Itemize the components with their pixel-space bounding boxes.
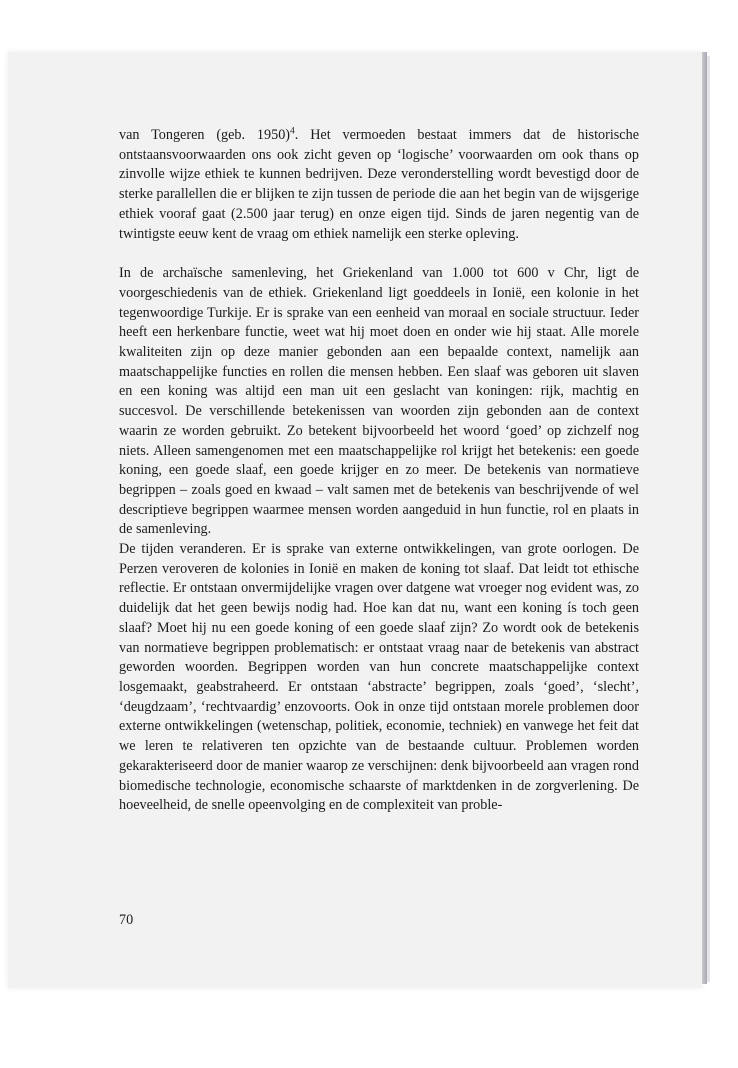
paragraph-intro-rest: . Het vermoeden bestaat immers dat de historische ontstaansvoorwaarden ons ook zicht geven op ‘logische’ voorwaarden om ook thans op zinvolle wijze ethiek te kunnen bedrijven. Deze veronderstelling wordt bevestigd door de sterke parallellen die er blijken te zijn tussen de periode die aan het begin van de wijsgerige ethiek vooraf gaat (2.500 jaar terug) en onze eigen tijd. Sinds de jaren negentig van de twintigste eeuw kent de vraag om ethiek namelijk een sterke opleving.: [119, 127, 640, 242]
footnote-reference[interactable]: 4: [290, 126, 295, 137]
page-number: 70: [119, 912, 134, 928]
paragraph-intro: [119, 126, 639, 244]
body-text: [119, 126, 639, 816]
paragraph-archaic-society: In de archaïsche samenleving, het Griekenland van 1.000 tot 600 v Chr, ligt de voorgeschiedenis van de ethiek. Griekenland ligt goeddeels in Ionië, een kolonie in het tegenwoordige Turkije. Er is sprake van een eenheid van moraal en sociale structuur. Ieder heeft een herkenbare functie, weet wat hij moet doen en onder wie hij staat. Alle morele kwaliteiten zijn op deze manier gebonden aan een bepaalde context, namelijk aan maatschappelijke functies en rollen die mensen hebben. Een slaaf was geboren uit slaven en een koning was altijd een man uit een geslacht van koningen: rijk, machtig en succesvol. De verschillende betekenissen van woorden zijn gebonden aan de context waarin ze worden gebruikt. Zo betekent bijvoorbeeld het woord ‘goed’ op zichzelf nog niets. Alleen samengenomen met een maatschappelijke rol krijgt het betekenis: een goede koning, een goede slaaf, een goede krijger en zo meer. De betekenis van normatieve begrippen – zoals goed en kwaad – valt samen met de betekenis van beschrijvende of wel descriptieve begrippen waarmee mensen worden aangeduid in hun functie, rol en plaats in de samenleving.: [119, 265, 639, 538]
paragraph-intro-lead: van Tongeren (geb. 1950): [119, 127, 291, 143]
paragraph-changing-times: De tijden veranderen. Er is sprake van externe ontwikkelingen, van grote oorlogen. De Perzen veroveren de kolonies in Ionië en maken de koning tot slaaf. Dat leidt tot ethische reflectie. Er ontstaan onvermijdelijke vragen over datgene wat vroeger nog evident was, zo duidelijk dat het geen bewijs nodig had. Hoe kan dat nu, want een koning ís toch geen slaaf? Moet hij nu een goede koning of een goede slaaf zijn? Zo wordt ook de betekenis van normatieve begrippen problematisch: er ontstaat vraag naar de betekenis van abstract geworden woorden. Begrippen worden van hun concrete maatschappelijke context losgemaakt, geabstraheerd. Er ontstaan ‘abstracte’ begrippen, zoals ‘goed’, ‘slecht’, ‘deugdzaam’, ‘rechtvaardig’ enzovoorts. Ook in onze tijd ontstaan morele problemen door externe ontwikkelingen (wetenschap, politiek, economie, techniek) en vanwege het feit dat we leren te relativeren ten opzichte van de bestaande cultuur. Problemen worden gekarakteriseerd door de manier waarop ze verschijnen: denk bijvoorbeeld aan vragen rond biomedische technologie, economische schaarste of marktdenken in de zorgverlening. De hoeveelheid, de snelle opeenvolging en de complexiteit van proble-: [119, 541, 639, 814]
page-edge-shadow: [707, 56, 710, 982]
